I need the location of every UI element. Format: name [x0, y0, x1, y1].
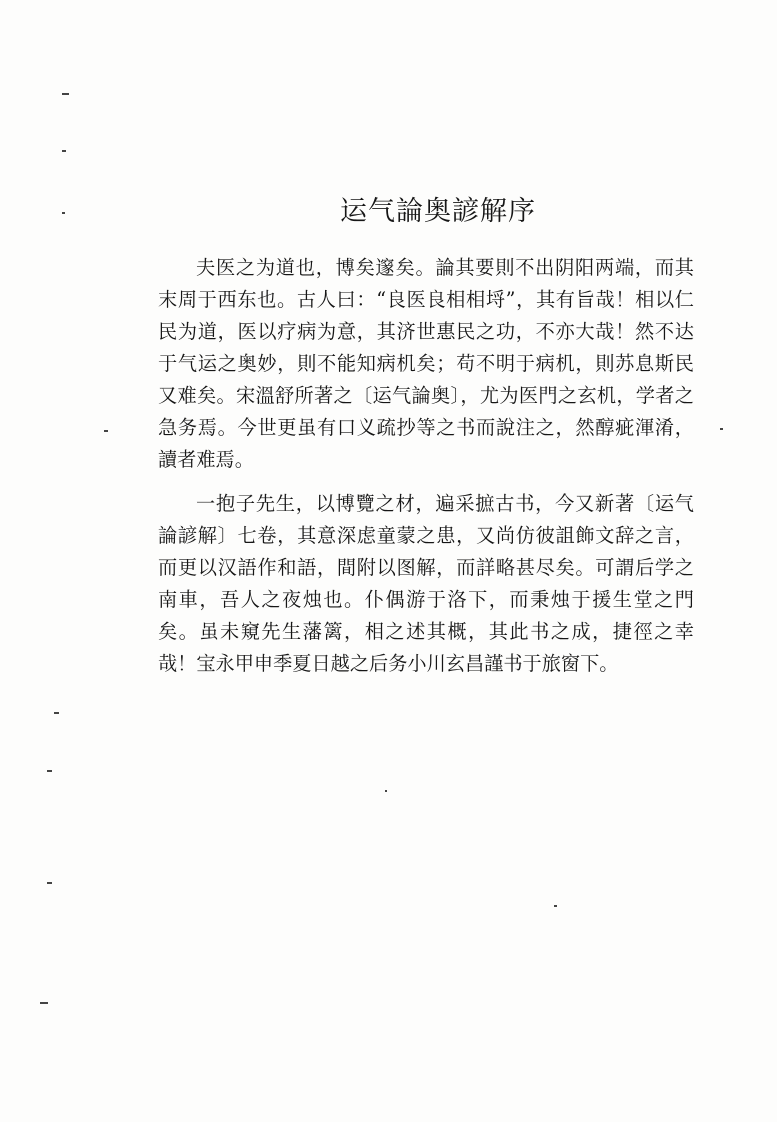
page-title: 运气論奥諺解序 [340, 196, 536, 227]
scan-speck [385, 790, 387, 792]
scan-speck [47, 770, 52, 772]
body-text [158, 252, 694, 680]
scan-speck [104, 430, 108, 432]
scan-speck [720, 428, 723, 430]
scan-speck [554, 905, 557, 907]
scan-speck [62, 150, 66, 152]
scan-speck [47, 882, 52, 884]
scan-speck [62, 212, 65, 214]
paragraph-2: 一抱子先生，以博覽之材，遍采摭古书，今又新著〔运气論諺解〕七卷，其意深虑童蒙之患，又尚仿彼詛飾文辞之言，而更以汉語作和語，間附以图解，而詳略甚尽矣。可謂后学之南車，吾人之夜烛也。仆偶游于洛下，而秉烛于援生堂之門矣。虽未窺先生藩篱，相之述其概，其此书之成，捷徑之幸哉！宝永甲申季夏日越之后务小川玄昌謹书于旅窗下。 [158, 492, 694, 675]
scan-speck [40, 1002, 48, 1004]
paragraph-1: 夫医之为道也，博矣邃矣。論其要則不出阴阳两端，而其末周于西东也。古人曰：“良医良相相埒”，其有旨哉！相以仁民为道，医以疗病为意，其济世惠民之功，不亦大哉！然不达于气运之奥妙，則不能知病机矣；苟不明于病机，則苏息斯民又难矣。宋溫舒所著之〔运气論奥〕，尤为医門之玄机，学者之急务焉。今世更虽有口义疏抄等之书而說注之，然醇疵渾淆，讀者难焉。 [158, 256, 694, 471]
scan-speck [62, 93, 69, 95]
scan-speck [54, 712, 59, 714]
